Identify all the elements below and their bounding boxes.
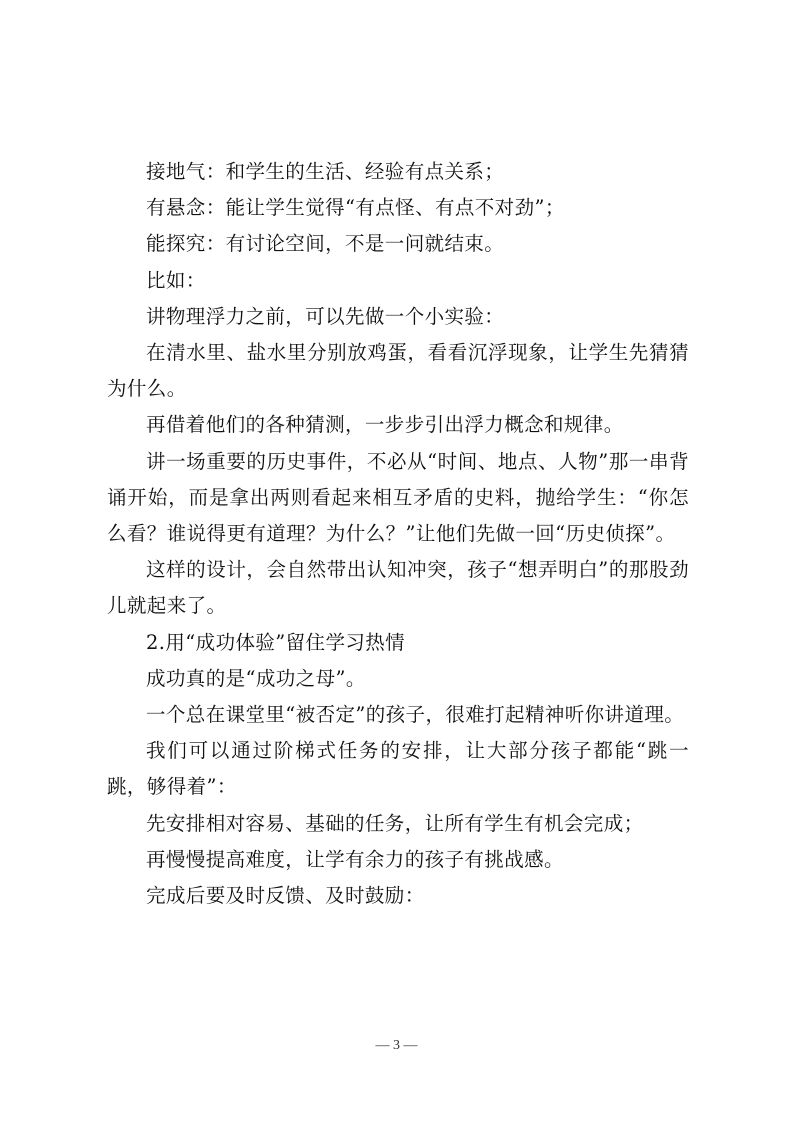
- paragraph: 这样的设计，会自然带出认知冲突，孩子“想弄明白”的那股劲儿就起来了。: [107, 558, 689, 618]
- paragraph: 先安排相对容易、基础的任务，让所有学生有机会完成；: [146, 811, 644, 835]
- paragraph: 我们可以通过阶梯式任务的安排，让大部分孩子都能“跳一跳，够得着”：: [107, 739, 689, 799]
- paragraph: 再借着他们的各种猜测，一步步引出浮力概念和规律。: [146, 413, 624, 437]
- paragraph: 讲物理浮力之前，可以先做一个小实验：: [146, 304, 505, 328]
- paragraph: 再慢慢提高难度，让学有余力的孩子有挑战感。: [146, 847, 564, 871]
- paragraph: 有悬念：能让学生觉得“有点怪、有点不对劲”；: [146, 196, 565, 220]
- paragraph: 在清水里、盐水里分别放鸡蛋，看看沉浮现象，让学生先猜猜为什么。: [107, 341, 689, 401]
- paragraph: 能探究：有讨论空间，不是一问就结束。: [146, 232, 505, 256]
- section-heading: 2.用“成功体验”留住学习热情: [146, 630, 406, 654]
- paragraph: 比如：: [146, 268, 206, 292]
- paragraph: 讲一场重要的历史事件，不必从“时间、地点、人物”那一串背诵开始，而是拿出两则看起来相互矛盾的史料，抛给学生：“你怎么看？谁说得更有道理？为什么？”让他们先做一回“历史侦探”。: [107, 449, 689, 546]
- paragraph: 接地气：和学生的生活、经验有点关系；: [146, 160, 505, 183]
- page-number: — 3 —: [375, 1038, 418, 1053]
- paragraph: 完成后要及时反馈、及时鼓励：: [146, 884, 425, 908]
- body-text: [107, 154, 689, 914]
- paragraph: 一个总在课堂里“被否定”的孩子，很难打起精神听你讲道理。: [146, 703, 685, 727]
- paragraph: 成功真的是“成功之母”。: [146, 666, 366, 690]
